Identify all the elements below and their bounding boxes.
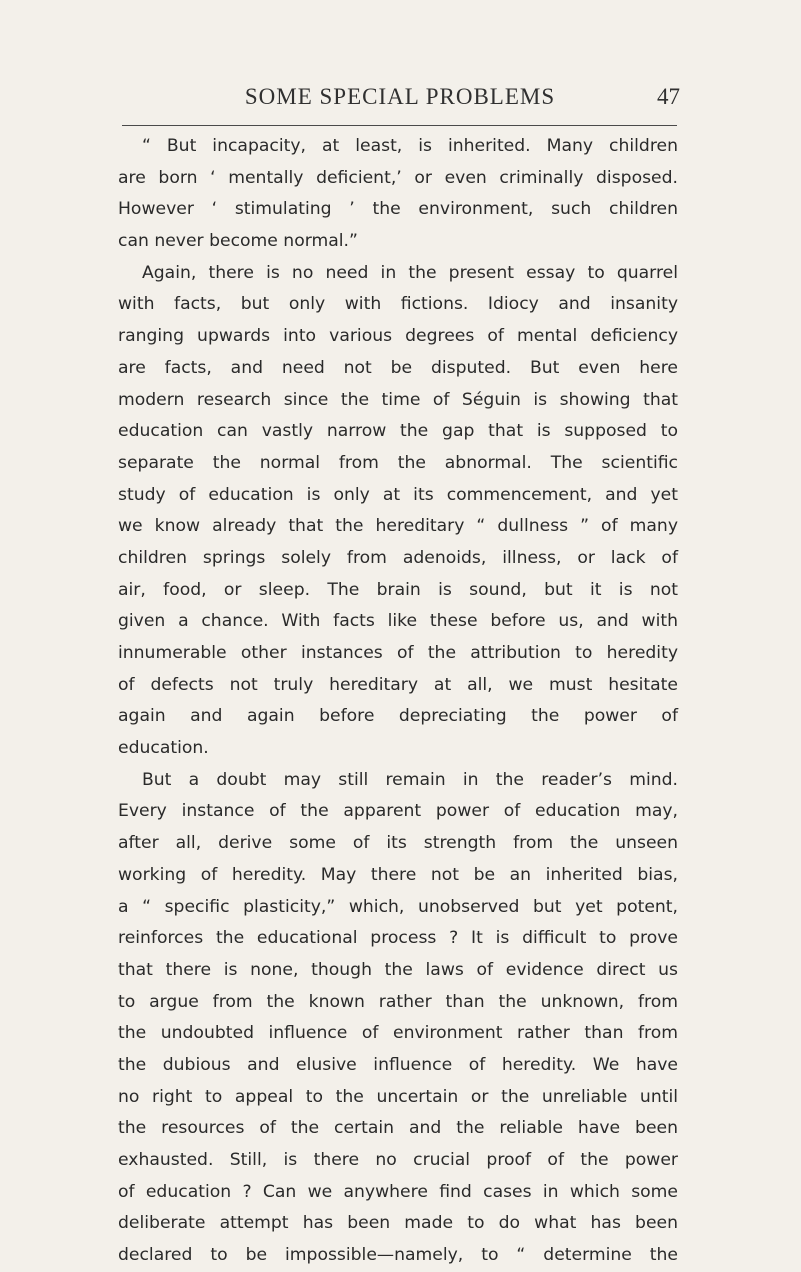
text-line: the dubious and elusive influence of heredity. We have	[118, 1054, 678, 1075]
text-line: declared to be impossible—namely, to “ determine the	[118, 1245, 678, 1266]
text-line: However ‘ stimulating ’ the environment, such children	[118, 199, 678, 220]
header-rule	[122, 125, 677, 126]
text-line: separate the normal from the abnormal. The scientific	[118, 452, 678, 473]
text-line: that there is none, though the laws of evidence direct us	[118, 959, 678, 980]
text-line: air, food, or sleep. The brain is sound, but it is not	[118, 579, 678, 600]
body-text	[118, 131, 678, 1272]
text-line: deliberate attempt has been made to do what has been	[118, 1213, 678, 1234]
text-line: exhausted. Still, is there no crucial proof of the power	[118, 1150, 678, 1170]
text-line: study of education is only at its commencement, and yet	[118, 484, 678, 505]
text-line: innumerable other instances of the attribution to heredity	[118, 643, 678, 663]
running-title: SOME SPECIAL PROBLEMS	[244, 84, 556, 109]
text-line: education.	[118, 738, 209, 759]
text-line: of education ? Can we anywhere find cases in which some	[118, 1181, 678, 1202]
text-line: with facts, but only with fictions. Idiocy and insanity	[118, 294, 678, 315]
text-line: of defects not truly hereditary at all, we must hesitate	[118, 674, 678, 695]
text-line: modern research since the time of Séguin is showing that	[118, 389, 678, 410]
text-line: reinforces the educational process ? It is difficult to prove	[118, 928, 678, 949]
text-line: the resources of the certain and the reliable have been	[118, 1118, 678, 1139]
text-line: are born ‘ mentally deficient,’ or even criminally disposed.	[118, 167, 678, 188]
text-line: ranging upwards into various degrees of mental deficiency	[118, 326, 678, 347]
running-head	[120, 80, 680, 120]
text-line: the undoubted influence of environment rather than from	[118, 1023, 678, 1044]
text-line: But a doubt may still remain in the reader’s mind.	[142, 769, 678, 790]
text-line: can never become normal.”	[118, 231, 358, 252]
text-line: we know already that the hereditary “ dullness ” of many	[118, 516, 678, 537]
text-line: are facts, and need not be disputed. But even here	[118, 357, 678, 378]
text-line: children springs solely from adenoids, illness, or lack of	[118, 547, 678, 568]
text-line: working of heredity. May there not be an inherited bias,	[118, 864, 678, 885]
text-line: Again, there is no need in the present essay to quarrel	[142, 262, 678, 283]
text-line: a “ specific plasticity,” which, unobserved but yet potent,	[118, 896, 678, 917]
page-number: 47	[657, 84, 680, 109]
text-line: education can vastly narrow the gap that is supposed to	[118, 421, 678, 442]
text-line: to argue from the known rather than the unknown, from	[118, 991, 678, 1012]
text-line: given a chance. With facts like these before us, and with	[118, 611, 678, 632]
text-line: no right to appeal to the uncertain or the unreliable until	[118, 1086, 678, 1107]
text-line: “ But incapacity, at least, is inherited. Many children	[142, 136, 678, 156]
text-line: again and again before depreciating the power of	[118, 706, 678, 727]
text-line: Every instance of the apparent power of education may,	[118, 801, 678, 822]
text-line: after all, derive some of its strength from the unseen	[118, 833, 678, 854]
